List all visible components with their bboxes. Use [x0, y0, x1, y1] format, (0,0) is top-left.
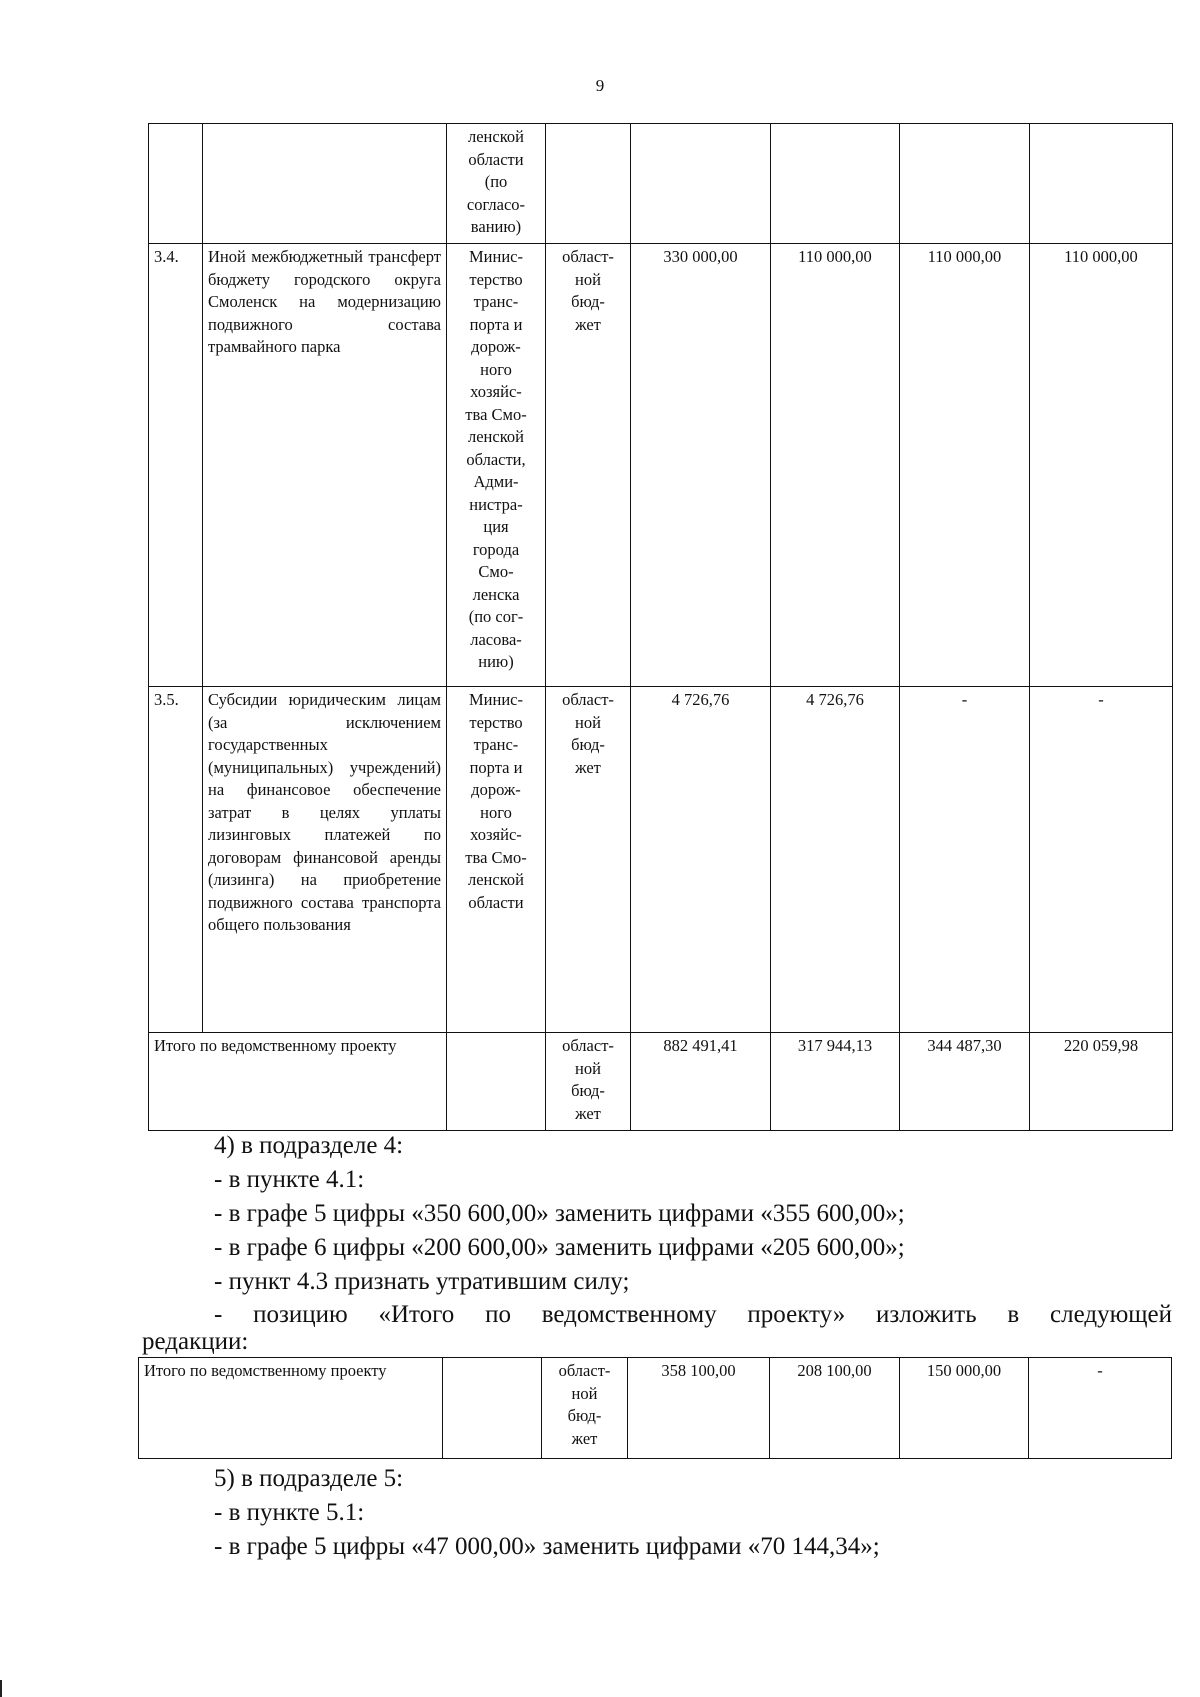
- cell-line: области,: [466, 449, 526, 469]
- cell-line: терство: [469, 269, 523, 289]
- year3-cell: -: [1029, 1358, 1172, 1459]
- cell-line: порта и: [469, 314, 523, 334]
- section4-heading: 4) в подразделе 4:: [214, 1132, 404, 1159]
- total-label-cell: Итого по ведомственному проекту: [149, 1033, 447, 1131]
- year3-cell: 220 059,98: [1030, 1033, 1173, 1131]
- cell-line: тва Смо-: [465, 847, 527, 867]
- table-row: [149, 124, 1173, 244]
- cell-line: Адми-: [473, 472, 519, 491]
- cell-line: (по: [484, 172, 508, 191]
- cell-line: терство: [469, 712, 523, 732]
- total-cell: 330 000,00: [631, 244, 771, 687]
- cell-line: област-: [558, 1361, 611, 1380]
- cell-line: област-: [562, 1036, 614, 1055]
- cell-line: ного: [480, 802, 512, 822]
- cell-line: ленской: [468, 427, 524, 446]
- row-name-cell: Иной межбюджетный трансферт бюджету городского округа Смоленск на модернизацию подвижного состава трамвайного парка: [203, 244, 447, 687]
- row-number-cell: 3.5.: [149, 687, 203, 1033]
- cell-line: бюд-: [571, 1081, 605, 1100]
- year2-cell: 110 000,00: [900, 244, 1030, 687]
- cell-line: (по сог-: [468, 607, 524, 626]
- cell-line: ленска: [472, 584, 520, 604]
- total-table: [138, 1357, 1172, 1459]
- year1-cell: 4 726,76: [771, 687, 900, 1033]
- table-row: [149, 244, 1173, 687]
- total-cell: 882 491,41: [631, 1033, 771, 1131]
- cell-line: согласо-: [466, 194, 526, 214]
- cell-line: жет: [575, 314, 601, 334]
- year1-cell: 317 944,13: [771, 1033, 900, 1131]
- year2-cell: 344 487,30: [900, 1033, 1030, 1131]
- executor-cell: [447, 1033, 546, 1131]
- main-table: [148, 123, 1173, 1131]
- cell-line: жет: [571, 1428, 598, 1448]
- section4-position-wrap: редакции:: [142, 1328, 249, 1355]
- cell-line: жет: [575, 1103, 601, 1123]
- section4-item: - в пункте 4.1:: [214, 1166, 365, 1193]
- cell-line: ной: [575, 269, 601, 289]
- year3-cell: 110 000,00: [1030, 244, 1173, 687]
- section5-item: - в графе 5 цифры «47 000,00» заменить цифрами «70 144,34»;: [214, 1533, 880, 1560]
- cell-line: ласова-: [470, 629, 522, 649]
- total-label-cell: Итого по ведомственному проекту: [139, 1358, 443, 1459]
- cell-line: области: [468, 149, 524, 169]
- source-cell: [546, 244, 631, 687]
- cell-line: жет: [575, 757, 601, 777]
- cell-line: порта и: [469, 757, 523, 777]
- total-row: [149, 1033, 1173, 1131]
- executor-cell: [443, 1358, 542, 1459]
- total-cell: [631, 124, 771, 244]
- cell-line: области: [468, 892, 524, 912]
- total-row: [139, 1358, 1172, 1459]
- cell-line: ленской: [468, 127, 524, 146]
- year2-cell: 150 000,00: [900, 1358, 1029, 1459]
- row-number-cell: 3.4.: [149, 244, 203, 687]
- section5-heading: 5) в подразделе 5:: [214, 1465, 404, 1492]
- cell-line: бюд-: [571, 292, 605, 311]
- cell-line: транс-: [473, 292, 519, 311]
- cell-line: нию): [478, 652, 514, 671]
- total-cell: 4 726,76: [631, 687, 771, 1033]
- table-row: [149, 687, 1173, 1033]
- executor-cell: [447, 124, 546, 244]
- cell-line: област-: [562, 690, 614, 709]
- cell-line: дорож-: [471, 780, 521, 799]
- cell-line: Минис-: [469, 690, 523, 709]
- source-cell: [546, 124, 631, 244]
- section4-item: - в графе 6 цифры «200 600,00» заменить цифрами «205 600,00»;: [214, 1234, 905, 1261]
- cell-line: Минис-: [469, 247, 523, 266]
- row-number-cell: [149, 124, 203, 244]
- executor-cell: [447, 244, 546, 687]
- row-name-cell: [203, 124, 447, 244]
- section4-item: - пункт 4.3 признать утратившим силу;: [214, 1268, 630, 1295]
- cell-line: хозяйс-: [470, 382, 522, 401]
- section5-item: - в пункте 5.1:: [214, 1499, 365, 1526]
- executor-cell: [447, 687, 546, 1033]
- cell-line: нистра-: [469, 494, 523, 514]
- cell-line: бюд-: [567, 1406, 602, 1425]
- source-cell: [542, 1358, 628, 1459]
- year3-cell: -: [1030, 687, 1173, 1033]
- cell-line: города: [472, 539, 520, 559]
- source-cell: [546, 687, 631, 1033]
- cell-line: бюд-: [571, 735, 605, 754]
- cell-line: област-: [562, 247, 614, 266]
- section4-position-line: - позицию «Итого по ведомственному проекту» изложить в следующей: [214, 1301, 1172, 1328]
- cell-line: ной: [575, 1058, 601, 1078]
- source-cell: [546, 1033, 631, 1131]
- cell-line: ной: [575, 712, 601, 732]
- cell-line: хозяйс-: [470, 825, 522, 844]
- page-number: 9: [595, 76, 605, 95]
- cell-line: ция: [483, 517, 509, 536]
- cell-line: транс-: [473, 735, 519, 754]
- year2-cell: -: [900, 687, 1030, 1033]
- year1-cell: [771, 124, 900, 244]
- total-cell: 358 100,00: [628, 1358, 770, 1459]
- scan-edge-mark: [0, 1680, 2, 1697]
- row-name-cell: Субсидии юридическим лицам (за исключением государственных (муниципальных) учреждений) на финансовое обеспечение затрат в целях уплаты лизинговых платежей по договорам финансовой аренды (лизинга) на приобретение подвижного состава транспорта общего пользования: [203, 687, 447, 1033]
- year1-cell: 110 000,00: [771, 244, 900, 687]
- cell-line: тва Смо-: [465, 404, 527, 424]
- cell-line: Смо-: [478, 562, 514, 581]
- cell-line: ной: [571, 1383, 598, 1403]
- year2-cell: [900, 124, 1030, 244]
- cell-line: ного: [480, 359, 512, 379]
- cell-line: дорож-: [471, 337, 521, 356]
- cell-line: ванию): [470, 217, 522, 236]
- year1-cell: 208 100,00: [770, 1358, 900, 1459]
- section4-item: - в графе 5 цифры «350 600,00» заменить цифрами «355 600,00»;: [214, 1200, 905, 1227]
- cell-line: ленской: [468, 870, 524, 889]
- year3-cell: [1030, 124, 1173, 244]
